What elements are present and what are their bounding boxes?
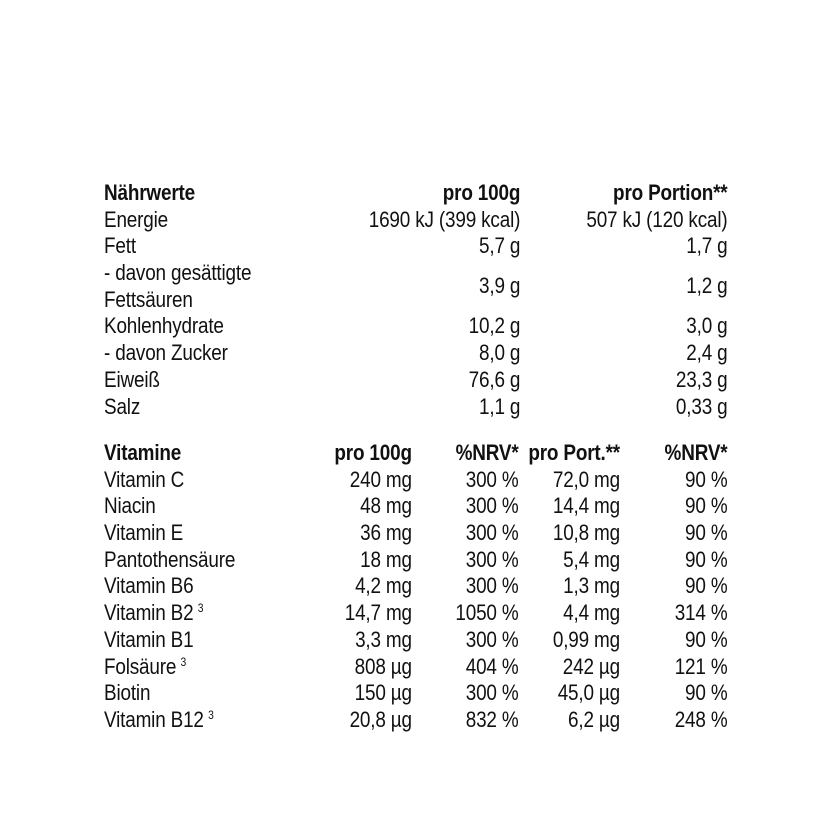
vitamin-name-text: Vitamin B12: [104, 706, 204, 732]
vitamin-nrv-portion: 90 %: [685, 493, 728, 519]
vitamin-name-text: Pantothensäure: [104, 546, 236, 572]
vitamin-name-text: Niacin: [104, 493, 156, 519]
vitamin-nrv-portion: 314 %: [674, 600, 728, 626]
vitamin-portion: 242 µg: [562, 653, 620, 679]
vitamin-nrv-portion: 248 %: [674, 706, 728, 732]
nutrient-name: - davon Zucker: [104, 340, 228, 366]
vitamin-name-text: Folsäure: [104, 653, 177, 679]
nutrient-portion: 3,0 g: [686, 313, 728, 339]
vitamin-per100: 14,7 mg: [344, 600, 412, 626]
vitamin-name-text: Vitamin B6: [104, 573, 194, 599]
nutrient-portion: 507 kJ (120 kcal): [586, 206, 728, 232]
vitamin-nrv-per100: 1050 %: [455, 600, 519, 626]
nutrient-name: Fett: [104, 233, 136, 259]
footnote-marker: 3: [180, 654, 187, 669]
vitamin-per100: 3,3 mg: [355, 626, 412, 652]
nutrient-portion: 0,33 g: [675, 393, 728, 419]
nutrient-name-line2: Fettsäuren: [104, 286, 193, 312]
nutrient-per100: 10,2 g: [468, 313, 521, 339]
vitamin-nrv-portion: 121 %: [674, 653, 728, 679]
nutrient-portion: 23,3 g: [675, 366, 728, 392]
vitamine-header-nrv1: %NRV*: [455, 440, 519, 465]
vitamin-portion: 45,0 µg: [557, 680, 620, 706]
vitamin-nrv-per100: 404 %: [465, 653, 519, 679]
nutrient-name: Energie: [104, 206, 169, 232]
vitamin-per100: 48 mg: [360, 493, 412, 519]
vitamin-per100: 20,8 µg: [349, 706, 412, 732]
vitamin-name-text: Vitamin C: [104, 466, 185, 492]
nutrient-per100: 1690 kJ (399 kcal): [368, 206, 521, 232]
nutrient-portion: 1,2 g: [686, 273, 728, 299]
vitamine-header-per100: pro 100g: [334, 440, 412, 465]
vitamin-per100: 808 µg: [354, 653, 412, 679]
vitamin-nrv-per100: 300 %: [465, 546, 519, 572]
nutrient-portion: 2,4 g: [686, 340, 728, 366]
nutrient-name: Salz: [104, 393, 141, 419]
vitamin-name-text: Biotin: [104, 680, 151, 706]
nutrient-name: Kohlenhydrate: [104, 313, 224, 339]
vitamin-name-text: Vitamin B2: [104, 600, 194, 626]
vitamin-nrv-per100: 300 %: [465, 520, 519, 546]
vitamine-header-portion: pro Port.**: [528, 440, 620, 465]
vitamin-portion: 6,2 µg: [568, 706, 620, 732]
nutrient-name: Eiweiß: [104, 366, 160, 392]
vitamine-header-nrv2: %NRV*: [664, 440, 728, 465]
vitamin-nrv-per100: 300 %: [465, 493, 519, 519]
footnote-marker: 3: [208, 707, 214, 722]
vitamin-name-text: Vitamin E: [104, 520, 184, 546]
vitamin-nrv-per100: 300 %: [465, 573, 519, 599]
vitamin-portion: 5,4 mg: [563, 546, 620, 572]
vitamin-nrv-per100: 832 %: [465, 706, 519, 732]
vitamin-per100: 36 mg: [360, 520, 412, 546]
naehrwerte-header-per100: pro 100g: [442, 180, 521, 205]
nutrient-per100: 5,7 g: [479, 233, 521, 259]
vitamin-nrv-portion: 90 %: [685, 680, 728, 706]
vitamin-per100: 240 mg: [349, 466, 412, 492]
naehrwerte-header-portion: pro Portion**: [613, 180, 728, 205]
vitamin-nrv-portion: 90 %: [685, 466, 728, 492]
vitamin-nrv-per100: 300 %: [465, 626, 519, 652]
vitamin-name-text: Vitamin B1: [104, 626, 194, 652]
nutrient-per100: 76,6 g: [468, 366, 521, 392]
vitamin-per100: 4,2 mg: [355, 573, 412, 599]
nutrient-per100: 1,1 g: [479, 393, 521, 419]
vitamin-nrv-portion: 90 %: [685, 626, 728, 652]
vitamine-header-label: Vitamine: [104, 440, 182, 465]
vitamin-nrv-per100: 300 %: [465, 680, 519, 706]
vitamin-nrv-per100: 300 %: [465, 466, 519, 492]
vitamin-per100: 150 µg: [354, 680, 412, 706]
vitamin-portion: 72,0 mg: [552, 466, 620, 492]
footnote-marker: 3: [197, 601, 204, 616]
nutrient-name: - davon gesättigte: [104, 260, 252, 286]
nutrient-per100: 3,9 g: [479, 273, 521, 299]
nutrient-portion: 1,7 g: [686, 233, 728, 259]
vitamin-nrv-portion: 90 %: [685, 546, 728, 572]
vitamin-per100: 18 mg: [360, 546, 412, 572]
vitamin-portion: 4,4 mg: [563, 600, 620, 626]
vitamin-portion: 0,99 mg: [552, 626, 620, 652]
vitamin-portion: 14,4 mg: [552, 493, 620, 519]
nutrient-per100: 8,0 g: [479, 340, 521, 366]
naehrwerte-header-label: Nährwerte: [104, 180, 195, 205]
vitamin-nrv-portion: 90 %: [685, 520, 728, 546]
vitamin-portion: 1,3 mg: [563, 573, 620, 599]
vitamin-nrv-portion: 90 %: [685, 573, 728, 599]
vitamin-portion: 10,8 mg: [552, 520, 620, 546]
